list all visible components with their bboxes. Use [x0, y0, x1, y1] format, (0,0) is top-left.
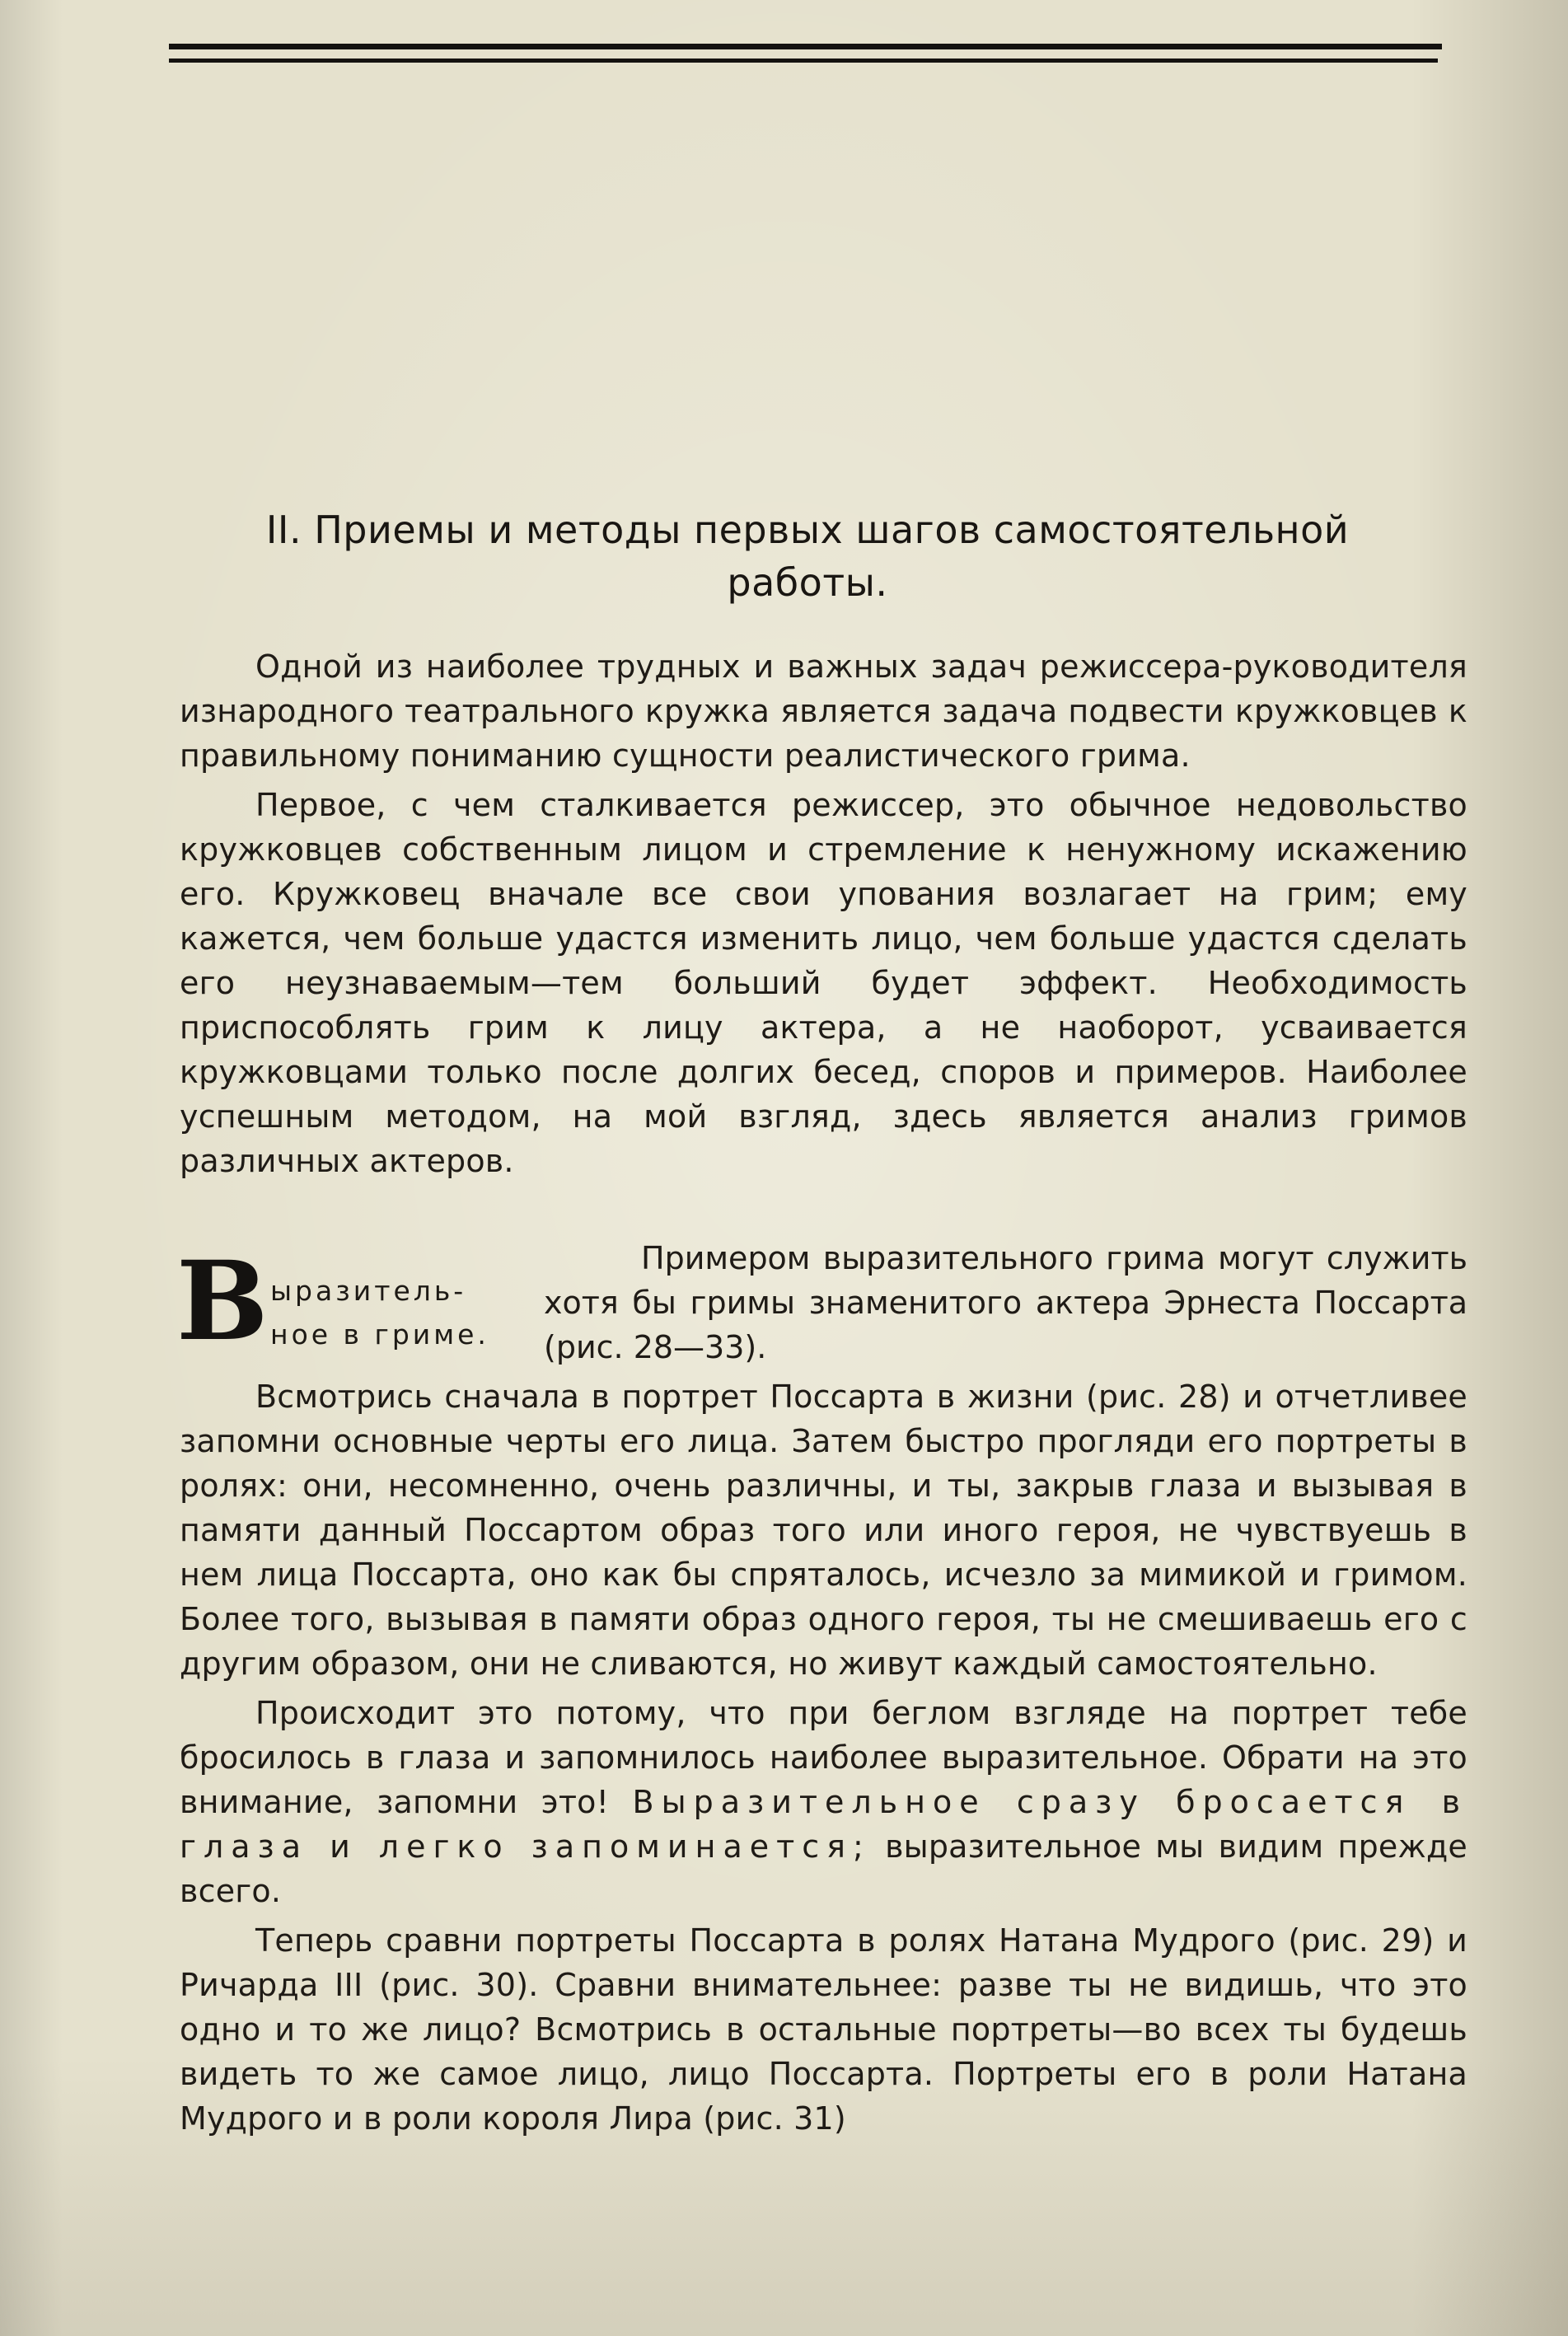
- side-heading: [176, 1238, 514, 1368]
- emphasis-after: выразительное мы видим прежде всего.: [180, 1828, 1467, 1909]
- chapter-heading: [165, 503, 1450, 609]
- main-text: [180, 1374, 1467, 2146]
- side-heading-label: [270, 1269, 489, 1356]
- chapter-heading-line-1: II. Приемы и методы первых шагов самостоятельной: [265, 508, 1350, 552]
- chapter-heading-line-2: работы.: [727, 560, 888, 605]
- top-rule-thick: [169, 44, 1442, 49]
- side-heading-line-2: ное в гриме.: [270, 1318, 489, 1351]
- paragraph: Одной из наиболее трудных и важных задач режиссера-руководителя изнародного театрального кружка является задача подвести кружковцев к правильному пониманию сущности реалистического грима.: [180, 648, 1467, 774]
- drop-cap: В: [176, 1238, 269, 1365]
- top-rule-thin: [169, 59, 1438, 63]
- paragraph: Теперь сравни портреты Поссарта в ролях Натана Мудрого (рис. 29) и Ричарда III (рис. 30). Сравни внимательнее: разве ты не видишь, что это одно и то же лицо? Всмотрись в остальные портреты—во всех ты будешь видеть то же самое лицо, лицо Поссарта. Портреты его в роли Натана Мудрого и в роли короля Лира (рис. 31): [180, 1922, 1467, 2137]
- paragraph: Примером выразительного грима могут служить хотя бы гримы знаменитого актера Эрнеста Поссарта (рис. 28—33).: [544, 1240, 1467, 1365]
- paragraph: Первое, с чем сталкивается режиссер, это обычное недовольство кружковцев собственным лицом и стремление к ненужному искажению его. Кружковец вначале все свои упования возлагает на грим; ему кажется, чем больше удастся изменить лицо, чем больше удастся сделать его неузнаваемым—тем больший будет эффект. Необходимость приспособлять грим к лицу актера, а не наоборот, усваивается кружковцами только после долгих бесед, споров и примеров. Наиболее успешным методом, на мой взгляд, здесь является анализ гримов различных актеров.: [180, 787, 1467, 1179]
- paragraph-emphasis: [180, 1691, 1467, 1913]
- paragraph: Всмотрись сначала в портрет Поссарта в жизни (рис. 28) и отчетливее запомни основные черты его лица. Затем быстро прогляди его портреты в ролях: они, несомненно, очень различны, и ты, закрыв глаза и вызывая в памяти данный Поссартом образ того или иного героя, не чувствуешь в нем лица Поссарта, оно как бы спряталось, исчезло за мимикой и гримом. Более того, вызывая в памяти образ одного героя, ты не смешиваешь его с другим образом, они не сливаются, но живут каждый самостоятельно.: [180, 1379, 1467, 1682]
- side-paragraph: [544, 1236, 1467, 1369]
- side-heading-line-1: ыразитель-: [270, 1275, 467, 1307]
- emphasis-before: Происходит это потому, что при беглом взгляде на портрет тебе бросилось в глаза и запомнилось наиболее выразительное. Обрати на это внимание, запомни это!: [180, 1695, 1467, 1820]
- emphasis-spaced: Выразительное сразу бросается в глаза и легко запоминается;: [180, 1784, 1467, 1865]
- intro-text: [180, 644, 1467, 1188]
